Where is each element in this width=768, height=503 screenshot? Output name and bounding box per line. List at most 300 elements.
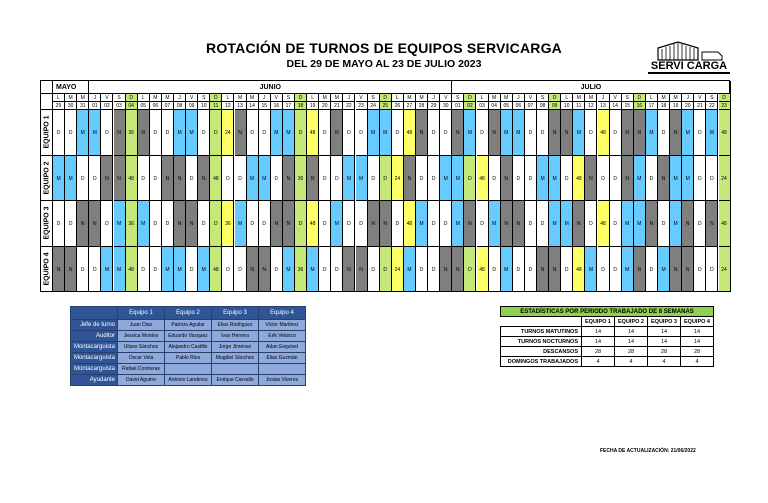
shift-cell: D xyxy=(186,156,198,202)
day-number-cell: 19 xyxy=(670,102,682,110)
month-header: JULIO xyxy=(452,81,730,94)
shift-cell: D xyxy=(658,110,670,156)
shift-cell: N xyxy=(682,247,694,293)
stats-value: 4 xyxy=(582,357,615,367)
shift-cell: 48 xyxy=(210,247,222,293)
shift-cell: M xyxy=(682,110,694,156)
staff-name: Josias Viveros xyxy=(259,375,306,386)
shift-cell: D xyxy=(162,110,174,156)
staff-name xyxy=(212,364,259,375)
staff-column-header: Equipo 2 xyxy=(165,307,212,320)
team-label xyxy=(41,156,53,202)
shift-cell: N xyxy=(501,156,513,202)
servicarga-logo xyxy=(648,40,730,74)
shift-cell: 48 xyxy=(210,156,222,202)
staff-name: Erik Velasco xyxy=(259,331,306,342)
staff-name: Ivan Herrera xyxy=(212,331,259,342)
stats-row xyxy=(501,347,714,357)
shift-cell: M xyxy=(331,201,343,247)
shift-cell: M xyxy=(65,156,77,202)
team-label-text: EQUIPO 1 xyxy=(43,115,50,149)
weekday-cell: D xyxy=(549,94,561,102)
shift-cell: 48 xyxy=(404,110,416,156)
shift-cell: N xyxy=(259,247,271,293)
staff-role: Montacarguista xyxy=(71,353,118,364)
weekday-cell: V xyxy=(694,94,706,102)
weekday-cell: L xyxy=(392,94,404,102)
day-number-cell: 23 xyxy=(719,102,731,110)
shift-cell: M xyxy=(162,247,174,293)
day-number-cell: 12 xyxy=(585,102,597,110)
shift-cell: D xyxy=(440,110,452,156)
staff-column-header: Equipo 3 xyxy=(212,307,259,320)
day-number-cell: 30 xyxy=(440,102,452,110)
shift-cell: D xyxy=(489,247,501,293)
shift-cell: N xyxy=(404,156,416,202)
shift-cell: D xyxy=(150,247,162,293)
shift-cell: 36 xyxy=(126,201,138,247)
shift-cell: D xyxy=(186,247,198,293)
shift-cell: 48 xyxy=(126,247,138,293)
shift-cell: 48 xyxy=(719,201,731,247)
weekday-cell: V xyxy=(440,94,452,102)
weekday-cell: D xyxy=(295,94,307,102)
stats-corner xyxy=(501,317,582,327)
weekday-cell: V xyxy=(186,94,198,102)
staff-name: Patricio Aguilar xyxy=(165,320,212,331)
shift-cell: M xyxy=(634,201,646,247)
staff-name: David Aguirre xyxy=(118,375,165,386)
shift-cell: D xyxy=(222,247,234,293)
shift-cell: 48 xyxy=(477,156,489,202)
shift-cell: M xyxy=(489,201,501,247)
day-number-cell: 04 xyxy=(489,102,501,110)
shift-cell: N xyxy=(235,110,247,156)
shift-cell: D xyxy=(65,201,77,247)
shift-cell: M xyxy=(573,110,585,156)
weekday-cell: V xyxy=(356,94,368,102)
weekday-cell: J xyxy=(513,94,525,102)
shift-cell: M xyxy=(174,110,186,156)
shift-cell: D xyxy=(513,247,525,293)
weekday-cell: S xyxy=(114,94,126,102)
shift-cell: D xyxy=(428,201,440,247)
day-number-cell: 19 xyxy=(307,102,319,110)
stats-column-header: EQUIPO 1 xyxy=(582,317,615,327)
shift-cell: D xyxy=(235,156,247,202)
day-number-cell: 13 xyxy=(598,102,610,110)
staff-name: Ulises Sánchez xyxy=(118,342,165,353)
shift-cell: D xyxy=(392,201,404,247)
shift-cell: D xyxy=(295,201,307,247)
shift-cell: D xyxy=(694,201,706,247)
shift-cell: D xyxy=(440,201,452,247)
shift-cell: M xyxy=(440,156,452,202)
shift-cell: D xyxy=(319,156,331,202)
day-number-cell: 09 xyxy=(549,102,561,110)
shift-cell: N xyxy=(331,110,343,156)
day-number-cell: 03 xyxy=(114,102,126,110)
shift-cell: N xyxy=(585,156,597,202)
shift-cell: D xyxy=(525,201,537,247)
shift-cell: N xyxy=(549,247,561,293)
shift-cell: D xyxy=(428,247,440,293)
stats-row-label: TURNOS NOCTURNOS xyxy=(501,337,582,347)
day-number-cell: 11 xyxy=(210,102,222,110)
day-number-cell: 26 xyxy=(392,102,404,110)
day-number-cell: 17 xyxy=(646,102,658,110)
team-label xyxy=(41,247,53,293)
staff-name: Jorge Jiménez xyxy=(212,342,259,353)
shift-cell: N xyxy=(283,201,295,247)
shift-cell: M xyxy=(452,156,464,202)
staff-column-header: Equipo 4 xyxy=(259,307,306,320)
team-label xyxy=(41,110,53,156)
shift-cell: M xyxy=(561,201,573,247)
day-number-cell: 09 xyxy=(186,102,198,110)
day-number-cell: 14 xyxy=(247,102,259,110)
day-number-cell: 03 xyxy=(477,102,489,110)
shift-cell: M xyxy=(658,247,670,293)
shift-cell: D xyxy=(198,201,210,247)
weekday-cell: V xyxy=(271,94,283,102)
shift-cell: D xyxy=(77,156,89,202)
shift-cell: D xyxy=(428,156,440,202)
weekday-cell: M xyxy=(65,94,77,102)
shift-cell: M xyxy=(549,156,561,202)
shift-cell: D xyxy=(331,156,343,202)
shift-cell: M xyxy=(101,247,113,293)
day-number-cell: 13 xyxy=(235,102,247,110)
shift-cell: M xyxy=(174,247,186,293)
shift-cell: N xyxy=(162,156,174,202)
shift-cell: N xyxy=(513,201,525,247)
shift-cell: N xyxy=(634,247,646,293)
day-number-cell: 07 xyxy=(162,102,174,110)
shift-cell: D xyxy=(537,110,549,156)
staff-row xyxy=(71,353,306,364)
weekday-cell: J xyxy=(259,94,271,102)
shift-cell: M xyxy=(259,156,271,202)
stats-value: 14 xyxy=(615,327,648,337)
day-number-cell: 07 xyxy=(525,102,537,110)
day-number-cell: 05 xyxy=(138,102,150,110)
shift-cell: D xyxy=(247,201,259,247)
shift-cell: D xyxy=(198,110,210,156)
staff-row xyxy=(71,375,306,386)
shift-cell: D xyxy=(392,110,404,156)
shift-cell: D xyxy=(319,201,331,247)
shift-cell: 48 xyxy=(477,247,489,293)
shift-cell: M xyxy=(549,201,561,247)
shift-cell: D xyxy=(416,156,428,202)
shift-cell: M xyxy=(114,247,126,293)
shift-cell: N xyxy=(622,110,634,156)
stats-row-label: DESCANSOS xyxy=(501,347,582,357)
shift-cell: D xyxy=(513,156,525,202)
weekday-cell: D xyxy=(634,94,646,102)
shift-cell: N xyxy=(501,201,513,247)
shift-cell: D xyxy=(368,156,380,202)
shift-cell: D xyxy=(343,110,355,156)
shift-cell: M xyxy=(537,156,549,202)
shift-cell: D xyxy=(259,110,271,156)
shift-cell: M xyxy=(247,156,259,202)
shift-cell: 48 xyxy=(598,110,610,156)
shift-cell: D xyxy=(247,110,259,156)
day-number-cell: 22 xyxy=(343,102,355,110)
shift-cell: D xyxy=(319,110,331,156)
shift-cell: M xyxy=(452,201,464,247)
staff-name: Elias Guzmán xyxy=(259,353,306,364)
day-number-cell: 25 xyxy=(380,102,392,110)
shift-cell: D xyxy=(585,110,597,156)
shift-cell: N xyxy=(174,156,186,202)
shift-cell: N xyxy=(658,156,670,202)
day-number-cell: 16 xyxy=(634,102,646,110)
day-number-cell: 01 xyxy=(89,102,101,110)
weekday-cell: D xyxy=(719,94,731,102)
shift-cell: M xyxy=(464,110,476,156)
shift-cell: N xyxy=(670,110,682,156)
shift-cell: D xyxy=(610,247,622,293)
shift-cell: D xyxy=(331,247,343,293)
shift-cell: N xyxy=(138,110,150,156)
shift-cell: M xyxy=(585,247,597,293)
shift-cell: D xyxy=(477,201,489,247)
day-number-cell: 31 xyxy=(77,102,89,110)
shift-cell: M xyxy=(89,110,101,156)
shift-cell: M xyxy=(271,110,283,156)
shift-cell: D xyxy=(89,156,101,202)
shift-cell: D xyxy=(694,156,706,202)
day-number-cell: 18 xyxy=(658,102,670,110)
shift-cell: N xyxy=(670,247,682,293)
weekday-cell: D xyxy=(380,94,392,102)
staff-row xyxy=(71,320,306,331)
shift-cell: D xyxy=(489,156,501,202)
shift-cell: D xyxy=(368,247,380,293)
shift-cell: M xyxy=(404,247,416,293)
day-number-cell: 24 xyxy=(368,102,380,110)
shift-cell: N xyxy=(356,247,368,293)
day-number-cell: 02 xyxy=(464,102,476,110)
day-number-cell: 01 xyxy=(452,102,464,110)
stats-column-header: EQUIPO 4 xyxy=(681,317,714,327)
weekday-cell: M xyxy=(77,94,89,102)
shift-cell: D xyxy=(525,110,537,156)
day-number-cell: 29 xyxy=(428,102,440,110)
shift-cell: N xyxy=(186,201,198,247)
shift-cell: N xyxy=(573,201,585,247)
shift-cell: N xyxy=(77,201,89,247)
stats-value: 14 xyxy=(648,327,681,337)
shift-cell: M xyxy=(283,247,295,293)
stats-value: 28 xyxy=(681,347,714,357)
day-number-cell: 08 xyxy=(537,102,549,110)
shift-cell: D xyxy=(271,156,283,202)
shift-cell: D xyxy=(138,156,150,202)
day-number-cell: 12 xyxy=(222,102,234,110)
stats-value: 14 xyxy=(615,337,648,347)
staff-role: Montacarguista xyxy=(71,342,118,353)
shift-cell: N xyxy=(271,201,283,247)
page-subtitle: DEL 29 DE MAYO AL 23 DE JULIO 2023 xyxy=(286,58,482,70)
day-number-cell: 20 xyxy=(319,102,331,110)
shift-cell: D xyxy=(561,156,573,202)
weekday-cell: S xyxy=(537,94,549,102)
shift-cell: D xyxy=(150,156,162,202)
day-number-cell: 28 xyxy=(416,102,428,110)
shift-cell: D xyxy=(561,247,573,293)
shift-cell: M xyxy=(501,247,513,293)
shift-cell: D xyxy=(259,201,271,247)
stats-value: 4 xyxy=(615,357,648,367)
shift-cell: D xyxy=(416,247,428,293)
staff-name: Jessica Montes xyxy=(118,331,165,342)
shift-cell: D xyxy=(706,247,718,293)
weekday-cell: J xyxy=(89,94,101,102)
staff-name xyxy=(165,364,212,375)
day-number-cell: 16 xyxy=(271,102,283,110)
weekday-cell: S xyxy=(452,94,464,102)
weekday-cell: M xyxy=(235,94,247,102)
shift-cell: D xyxy=(77,247,89,293)
shift-cell: D xyxy=(537,201,549,247)
stats-value: 4 xyxy=(681,357,714,367)
shift-cell: N xyxy=(622,156,634,202)
shift-cell: M xyxy=(670,201,682,247)
shift-cell: M xyxy=(138,201,150,247)
day-number-cell: 10 xyxy=(561,102,573,110)
shift-cell: D xyxy=(706,156,718,202)
shift-cell: N xyxy=(307,156,319,202)
shift-cell: M xyxy=(368,110,380,156)
shift-cell: 24 xyxy=(719,156,731,202)
staff-name: Eduardo Vasquez xyxy=(165,331,212,342)
shift-cell: 36 xyxy=(126,110,138,156)
day-number-cell: 27 xyxy=(404,102,416,110)
shift-cell: D xyxy=(101,201,113,247)
shift-cell: D xyxy=(89,247,101,293)
shift-cell: D xyxy=(694,110,706,156)
weekday-cell: L xyxy=(222,94,234,102)
weekday-cell: L xyxy=(477,94,489,102)
page-title: ROTACIÓN DE TURNOS DE EQUIPOS SERVICARGA xyxy=(206,40,562,56)
shift-cell: D xyxy=(101,110,113,156)
shift-cell: 48 xyxy=(573,247,585,293)
shift-cell: N xyxy=(452,247,464,293)
day-number-cell: 14 xyxy=(610,102,622,110)
shift-cell: N xyxy=(198,156,210,202)
staff-row xyxy=(71,342,306,353)
stats-row xyxy=(501,337,714,347)
weekday-cell: M xyxy=(585,94,597,102)
staff-name: Magdiel Sánchez xyxy=(212,353,259,364)
day-number-cell: 15 xyxy=(622,102,634,110)
shift-cell: N xyxy=(380,201,392,247)
staff-row xyxy=(71,331,306,342)
shift-cell: N xyxy=(646,201,658,247)
day-number-cell: 04 xyxy=(126,102,138,110)
shift-cell: D xyxy=(356,201,368,247)
shift-cell: D xyxy=(464,247,476,293)
shift-cell: M xyxy=(283,110,295,156)
day-number-cell: 23 xyxy=(356,102,368,110)
shift-cell: 48 xyxy=(573,156,585,202)
staff-name: Alejandro Castillo xyxy=(165,342,212,353)
day-number-cell: 06 xyxy=(150,102,162,110)
shift-cell: N xyxy=(464,201,476,247)
shift-cell: 24 xyxy=(719,247,731,293)
day-number-cell: 02 xyxy=(101,102,113,110)
weekday-cell: S xyxy=(622,94,634,102)
staff-role: Ayudante xyxy=(71,375,118,386)
shift-cell: D xyxy=(598,247,610,293)
staff-name: Enrique Carvallo xyxy=(212,375,259,386)
staff-name xyxy=(259,364,306,375)
shift-cell: D xyxy=(150,201,162,247)
shift-cell: 48 xyxy=(126,156,138,202)
shift-cell: M xyxy=(501,110,513,156)
shift-cell: D xyxy=(210,201,222,247)
staff-name: Oscar Vela xyxy=(118,353,165,364)
shift-cell: D xyxy=(380,247,392,293)
shift-cell: D xyxy=(53,201,65,247)
shift-cell: M xyxy=(634,156,646,202)
shift-cell: D xyxy=(65,110,77,156)
stats-value: 28 xyxy=(615,347,648,357)
stats-value: 14 xyxy=(681,327,714,337)
shift-cell: 36 xyxy=(295,156,307,202)
weekday-cell: L xyxy=(53,94,65,102)
shift-cell: 48 xyxy=(598,201,610,247)
shift-cell: M xyxy=(646,110,658,156)
shift-cell: N xyxy=(343,247,355,293)
shift-cell: 24 xyxy=(222,110,234,156)
shift-cell: D xyxy=(428,110,440,156)
shift-cell: N xyxy=(706,201,718,247)
shift-cell: D xyxy=(295,110,307,156)
shift-cell: D xyxy=(53,110,65,156)
staff-role: Auditor xyxy=(71,331,118,342)
staff-table xyxy=(70,306,306,386)
weekday-cell: M xyxy=(416,94,428,102)
shift-cell: D xyxy=(150,110,162,156)
shift-cell: N xyxy=(549,110,561,156)
weekday-cell: M xyxy=(501,94,513,102)
staff-name: Adan Esquivel xyxy=(259,342,306,353)
shift-cell: M xyxy=(53,156,65,202)
logo-text: SERVI CARGA xyxy=(648,60,730,74)
weekday-cell: M xyxy=(319,94,331,102)
shift-cell: D xyxy=(477,110,489,156)
weekday-cell: M xyxy=(404,94,416,102)
corner-cell xyxy=(41,94,53,110)
stats-row xyxy=(501,357,714,367)
weekday-cell: M xyxy=(331,94,343,102)
month-header: MAYO xyxy=(53,81,89,94)
shift-cell: M xyxy=(186,110,198,156)
stats-column-header: EQUIPO 3 xyxy=(648,317,681,327)
day-number-cell: 11 xyxy=(573,102,585,110)
shift-cell: 24 xyxy=(392,156,404,202)
shift-cell: D xyxy=(694,247,706,293)
day-number-cell: 05 xyxy=(501,102,513,110)
weekday-cell: V xyxy=(610,94,622,102)
shift-cell: D xyxy=(356,110,368,156)
weekday-cell: D xyxy=(210,94,222,102)
